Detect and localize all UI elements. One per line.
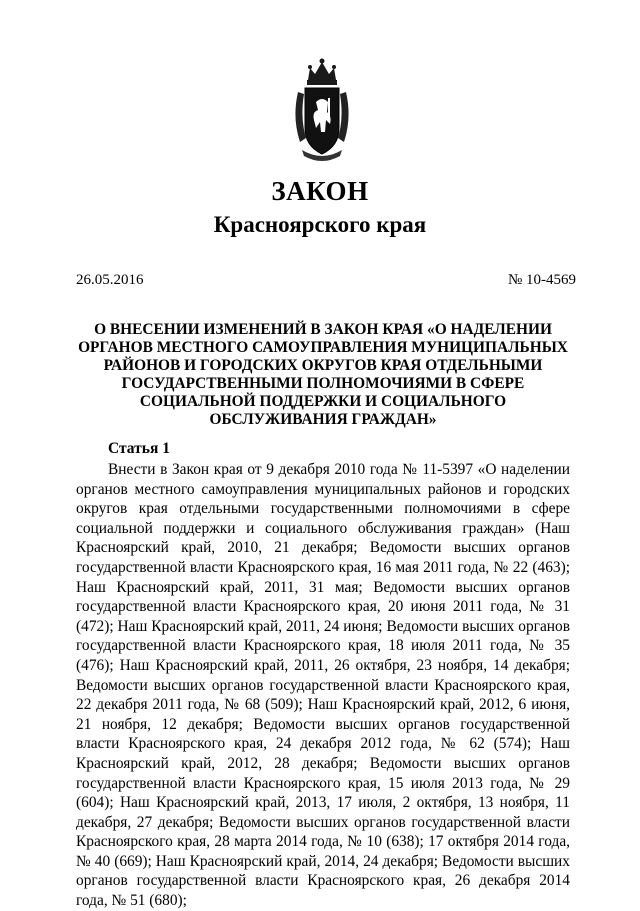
law-title: О ВНЕСЕНИИ ИЗМЕНЕНИЙ В ЗАКОН КРАЯ «О НАДЕЛЕНИИ ОРГАНОВ МЕСТНОГО САМОУПРАВЛЕНИЯ МУНИЦИПАЛЬНЫХ РАЙОНОВ И ГОРОДСКИХ ОКРУГОВ КРАЯ ОТДЕЛЬНЫМИ ГОСУДАРСТВЕННЫМИ ПОЛНОМОЧИЯМИ В СФЕРЕ СОЦИАЛЬНОЙ ПОДДЕРЖКИ И СОЦИАЛЬНОГО ОБСЛУЖИВАНИЯ ГРАЖДАН»: [78, 321, 568, 428]
law-date: 26.05.2016: [76, 272, 144, 288]
krasnoyarsk-coat-of-arms-icon: [292, 58, 352, 164]
document-subtitle: Красноярского края: [213, 212, 427, 237]
article-text: Внести в Закон края от 9 декабря 2010 года № 11-5397 «О наделении органов местного самоуправления муниципальных районов и городских округов края отдельными государственными полномочиями в сфере социальной поддержки и социального обслуживания граждан» (Наш Красноярский край, 2010, 21 декабря; Ведомости высших органов государственной власти Красноярского края, 16 мая 2011 года, № 22 (463); Наш Красноярский край, 2011, 31 мая; Ведомости высших органов государственной власти Красноярского края, 20 июня 2011 года, № 31 (472); Наш Красноярский край, 2011, 24 июня; Ведомости высших органов государственной власти Красноярского края, 18 июля 2011 года, № 35 (476); Наш Красноярский край, 2011, 26 октября, 23 ноября, 14 декабря; Ведомости высших органов государственной власти Красноярского края, 22 декабря 2011 года, № 68 (509); Наш Красноярский край, 2012, 6 июня, 21 ноября, 12 декабря; Ведомости высших органов государственной власти Красноярского края, 24 декабря 2012 года, № 62 (574); Наш Красноярский край, 2012, 28 декабря; Ведомости высших органов государственной власти Красноярского края, 15 июля 2013 года, № 29 (604); Наш Красноярский край, 2013, 17 июля, 2 октября, 13 ноября, 11 декабря, 27 декабря; Ведомости высших органов государственной власти Красноярского края, 28 марта 2014 года, № 10 (638); 17 октября 2014 года, № 40 (669); Наш Красноярский край, 2014, 24 декабря; Ведомости высших органов государственной власти Красноярского края, 26 декабря 2014 года, № 51 (680);: [76, 461, 570, 910]
document-title: ЗАКОН: [271, 176, 369, 206]
article-heading: Статья 1: [108, 440, 170, 457]
law-number: № 10-4569: [508, 272, 577, 288]
